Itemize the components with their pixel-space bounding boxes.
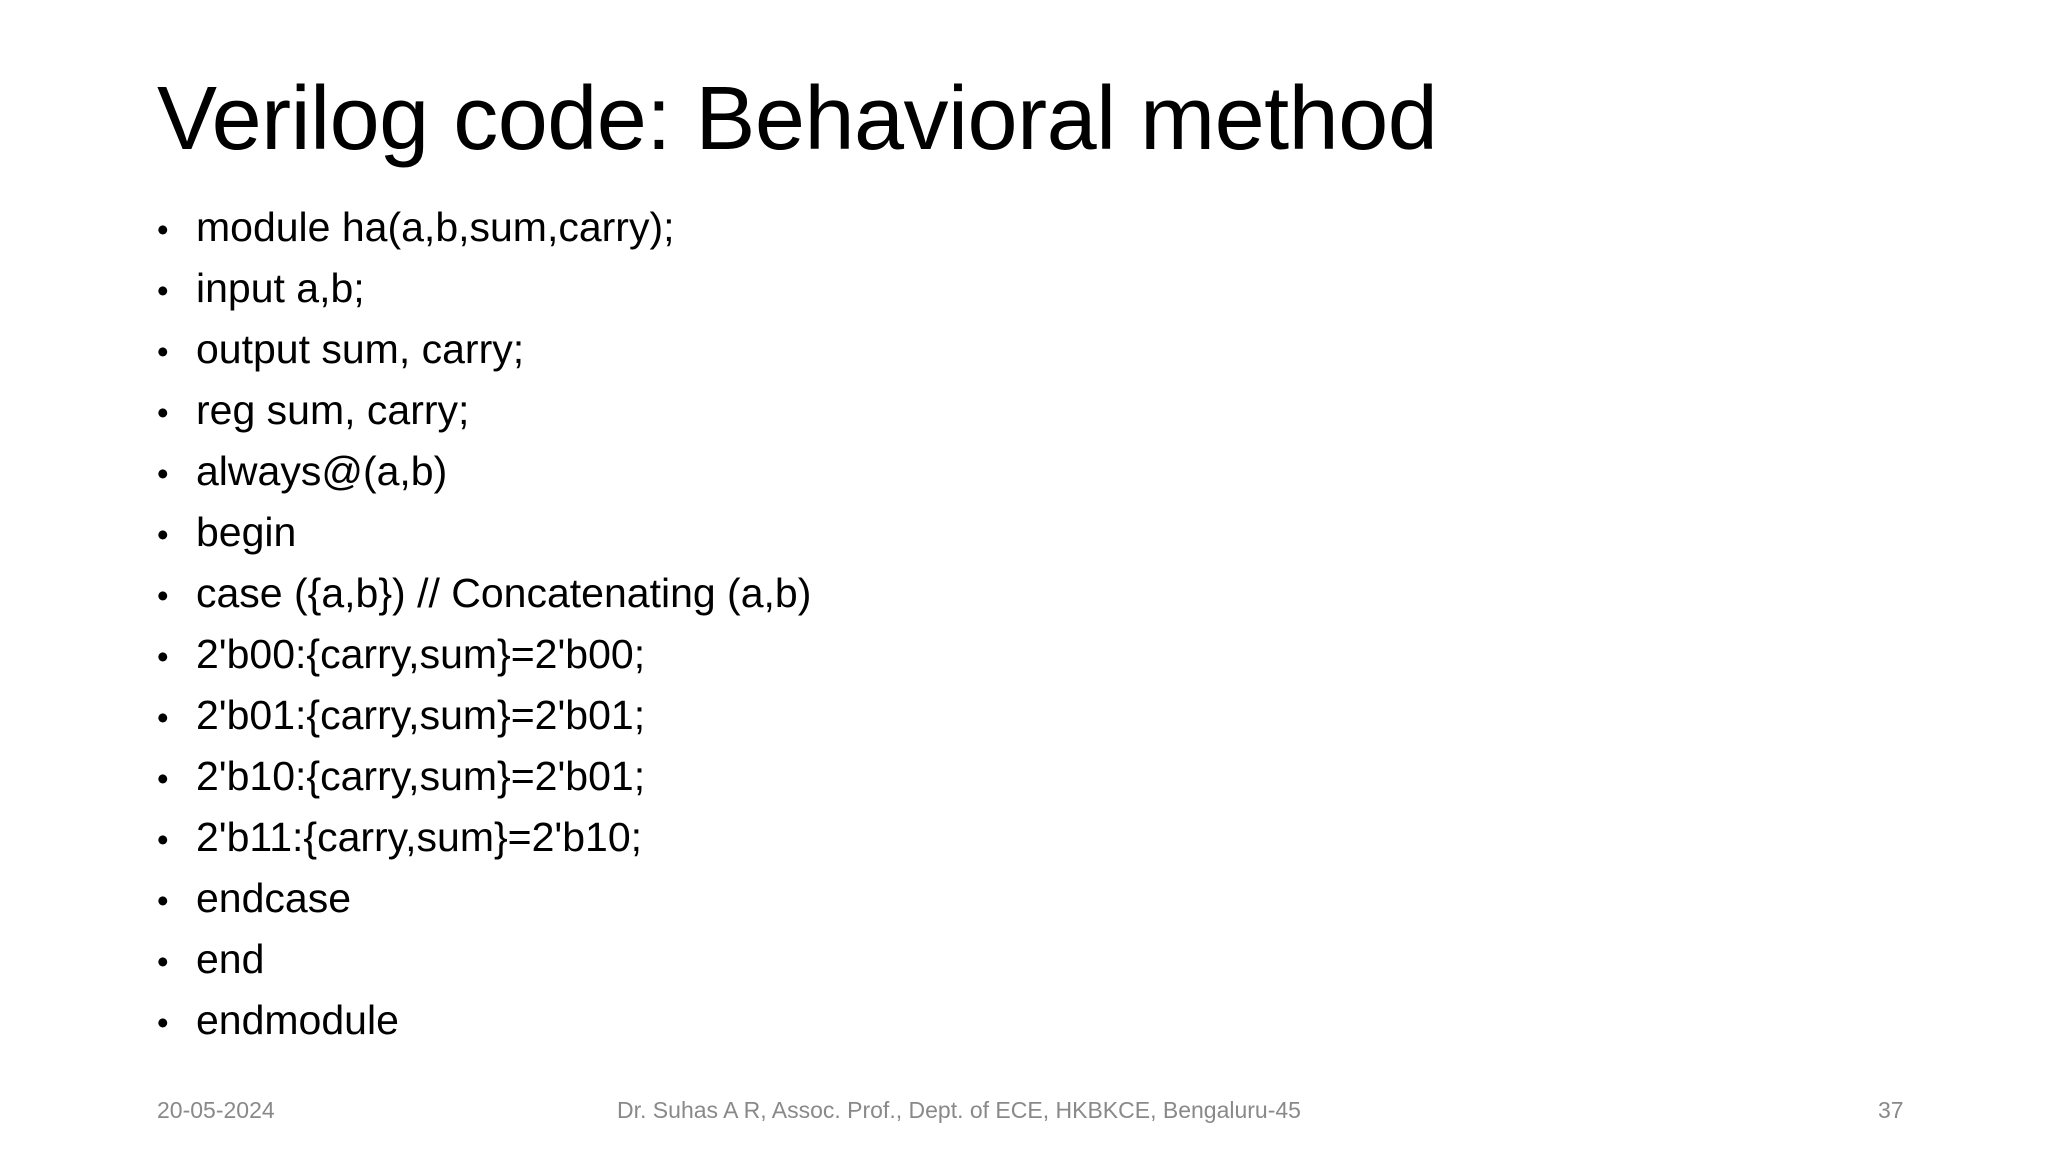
- bullet-item: [157, 868, 811, 929]
- bullet-text: input a,b;: [196, 265, 365, 311]
- slide-number: 37: [1878, 1097, 1904, 1123]
- bullet-text: endmodule: [196, 997, 399, 1043]
- bullet-text: always@(a,b): [196, 448, 448, 494]
- bullet-dot-icon: •: [157, 882, 169, 919]
- bullet-dot-icon: •: [157, 333, 169, 370]
- bullet-item: [157, 502, 811, 563]
- bullet-dot-icon: •: [157, 516, 169, 553]
- bullet-dot-icon: •: [157, 638, 169, 675]
- bullet-text: begin: [196, 509, 297, 555]
- bullet-dot-icon: •: [157, 943, 169, 980]
- bullet-item: [157, 197, 811, 258]
- bullet-item: [157, 563, 811, 624]
- bullet-text: output sum, carry;: [196, 326, 525, 372]
- bullet-item: [157, 441, 811, 502]
- bullet-dot-icon: •: [157, 211, 169, 248]
- bullet-dot-icon: •: [157, 394, 169, 431]
- bullet-item: [157, 807, 811, 868]
- bullet-item: [157, 746, 811, 807]
- code-bullet-list: [157, 197, 811, 1051]
- bullet-text: case ({a,b}) // Concatenating (a,b): [196, 570, 812, 616]
- bullet-text: 2'b01:{carry,sum}=2'b01;: [196, 692, 646, 738]
- bullet-item: [157, 380, 811, 441]
- bullet-dot-icon: •: [157, 1004, 169, 1041]
- bullet-item: [157, 319, 811, 380]
- bullet-dot-icon: •: [157, 455, 169, 492]
- bullet-text: module ha(a,b,sum,carry);: [196, 204, 675, 250]
- bullet-item: [157, 258, 811, 319]
- bullet-item: [157, 929, 811, 990]
- bullet-dot-icon: •: [157, 272, 169, 309]
- bullet-dot-icon: •: [157, 699, 169, 736]
- bullet-item: [157, 685, 811, 746]
- bullet-text: 2'b11:{carry,sum}=2'b10;: [196, 814, 643, 860]
- bullet-text: reg sum, carry;: [196, 387, 470, 433]
- bullet-dot-icon: •: [157, 760, 169, 797]
- bullet-item: [157, 624, 811, 685]
- bullet-text: endcase: [196, 875, 352, 921]
- footer-date: 20-05-2024: [157, 1097, 275, 1123]
- bullet-text: 2'b00:{carry,sum}=2'b00;: [196, 631, 646, 677]
- slide-title: Verilog code: Behavioral method: [157, 69, 1438, 169]
- bullet-text: 2'b10:{carry,sum}=2'b01;: [196, 753, 646, 799]
- bullet-text: end: [196, 936, 265, 982]
- bullet-item: [157, 990, 811, 1051]
- bullet-dot-icon: •: [157, 821, 169, 858]
- bullet-dot-icon: •: [157, 577, 169, 614]
- footer-author: Dr. Suhas A R, Assoc. Prof., Dept. of ECE, HKBKCE, Bengaluru-45: [617, 1097, 1301, 1123]
